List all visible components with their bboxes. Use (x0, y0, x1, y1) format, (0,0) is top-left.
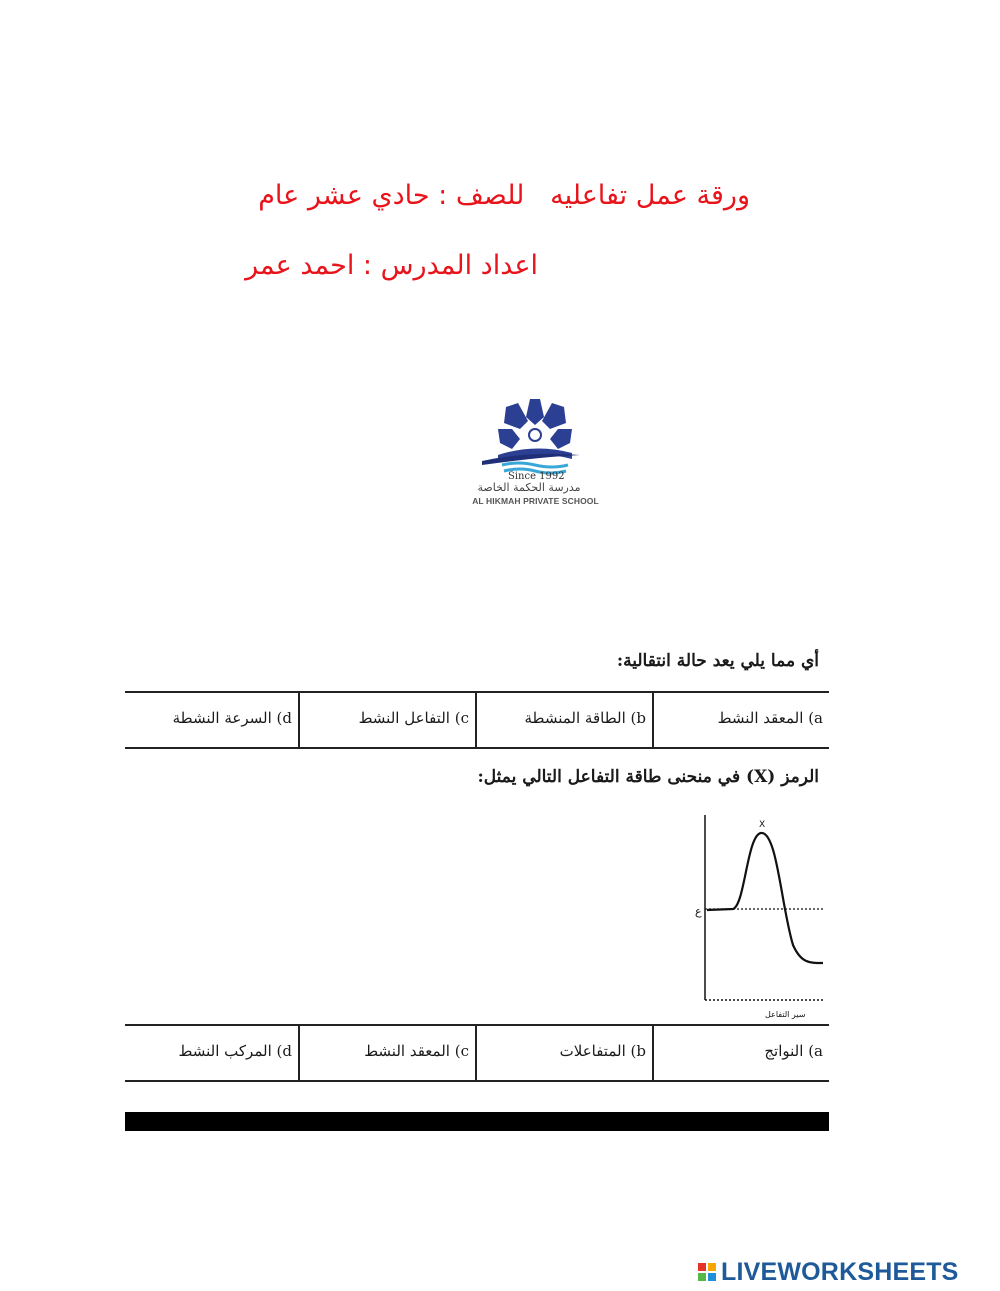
option-d[interactable] (125, 1026, 298, 1080)
scanned-questions (125, 645, 829, 1133)
graph-x-label: سير التفاعل (765, 1010, 806, 1019)
school-emblem-icon (468, 395, 603, 480)
brand-name: LIVEWORKSHEETS (721, 1257, 959, 1286)
energy-curve (707, 833, 823, 963)
graph-peak-label: X (759, 820, 766, 830)
question-1-options (125, 691, 829, 749)
logo-english-name: AL HIKMAH PRIVATE SCHOOL (472, 496, 599, 506)
logo-square-v (698, 1273, 706, 1281)
option-b-label: b) المتفاعلات (559, 1042, 646, 1060)
logo-since: Since 1992 (508, 471, 565, 482)
option-d-label: d) السرعة النشطة (172, 709, 292, 727)
option-a-label: a) النواتج (764, 1042, 823, 1060)
logo-square-l (698, 1263, 706, 1271)
option-b[interactable] (475, 1026, 652, 1080)
option-d[interactable] (125, 693, 298, 747)
logo-square-e (708, 1273, 716, 1281)
question-2-text: الرمز (X) في منحنى طاقة التفاعل التالي يمثل: (477, 767, 819, 787)
liveworksheets-logo-icon (698, 1263, 716, 1281)
option-a[interactable] (652, 693, 829, 747)
question-2-options (125, 1024, 829, 1082)
option-c[interactable] (298, 1026, 475, 1080)
option-a-label: a) المعقد النشط (717, 709, 823, 727)
option-b-label: b) الطاقة المنشطة (524, 709, 646, 727)
option-c-label: c) المعقد النشط (364, 1042, 469, 1060)
teacher-credit: اعداد المدرس : احمد عمر (245, 250, 538, 281)
option-a[interactable] (652, 1026, 829, 1080)
logo-square-i (708, 1263, 716, 1271)
option-d-label: d) المركب النشط (178, 1042, 292, 1060)
option-c[interactable] (298, 693, 475, 747)
logo-arabic-name: مدرسة الحكمة الخاصة (477, 481, 581, 494)
option-c-label: c) التفاعل النشط (358, 709, 469, 727)
question-1-text: أي مما يلي يعد حالة انتقالية: (616, 651, 819, 671)
option-b[interactable] (475, 693, 652, 747)
school-logo (468, 395, 603, 515)
graph-y-label: ع (695, 905, 702, 918)
worksheet-title: ورقة عمل تفاعليه للصف : حادي عشر عام (258, 180, 750, 211)
energy-profile-graph (695, 805, 830, 1025)
liveworksheets-brand[interactable] (698, 1257, 959, 1287)
scan-edge-bar (125, 1112, 829, 1131)
